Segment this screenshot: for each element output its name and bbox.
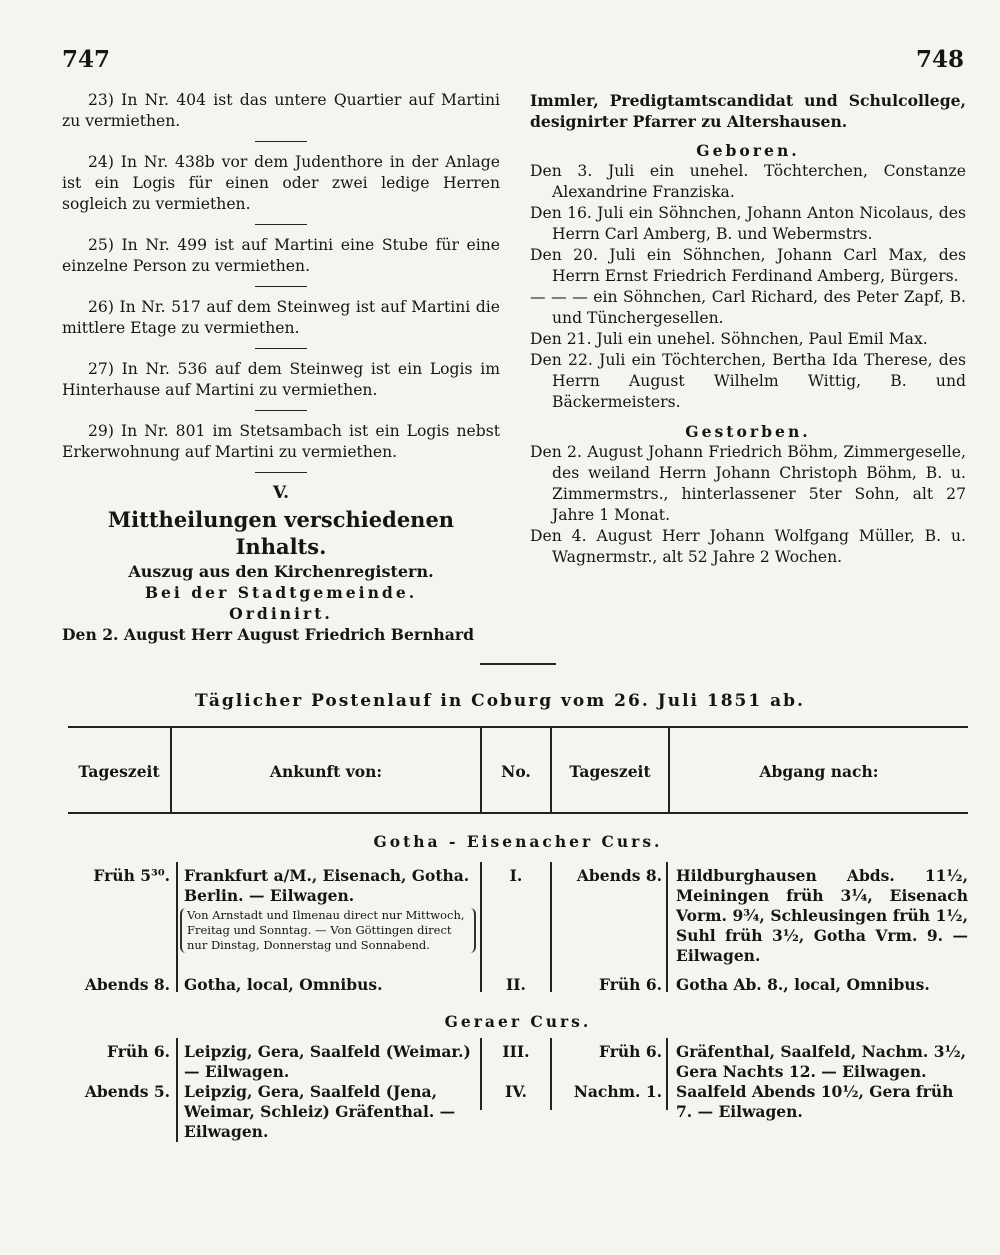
page-number-right: 748 [915,46,964,73]
row4-no: IV. [505,1082,527,1101]
divider [255,472,307,473]
born-heading: Geboren. [696,141,800,160]
row4-time-in: Abends 5. [84,1082,170,1101]
row2-arrival: Gotha, local, Omnibus. [184,975,383,994]
row2-no: II. [506,975,526,994]
row2-time-out: Früh 6. [598,975,662,994]
curs-heading-gotha: Gotha - Eisenacher Curs. [373,832,663,851]
row2-time-in: Abends 8. [84,975,170,994]
notice-29: 29) In Nr. 801 im Stetsambach ist ein Logis nebst Erkerwohnung auf Martini zu vermiethen. [62,422,500,461]
row1-departure: Hildburghausen Abds. 11½, Meiningen früh 3¼, Eisenach Vorm. 9¾, Schleusingen früh 1½, Suhl früh 3½, Gotha Vrm. 9. — Eilwagen. [676,866,968,965]
header-abgang: Abgang nach: [759,762,879,781]
died-entry: Den 2. August Johann Friedrich Böhm, Zimmergeselle, des weiland Herrn Johann Christoph Böhm, B. u. Zimmermstrs., hinterlassener 5ter Sohn, alt 27 Jahre 1 Monat. [530,443,966,524]
column-divider [666,1038,668,1110]
section-title: Mittheilungen verschiedenen Inhalts. [107,507,455,559]
notice-25: 25) In Nr. 499 ist auf Martini eine Stube für eine einzelne Person zu vermiethen. [62,236,500,275]
divider [255,348,307,349]
column-divider [176,1038,178,1142]
row3-time-in: Früh 6. [106,1042,170,1061]
born-entry: — — — ein Söhnchen, Carl Richard, des Peter Zapf, B. und Tünchergesellen. [530,288,966,327]
born-entry: Den 16. Juli ein Söhnchen, Johann Anton Nicolaus, des Herrn Carl Amberg, B. und Webermstrs. [530,204,966,243]
notice-27: 27) In Nr. 536 auf dem Steinweg ist ein Logis im Hinterhause auf Martini zu vermiethen. [62,360,500,399]
row1-note: Von Arnstadt und Ilmenau direct nur Mittwoch, Freitag und Sonntag. — Von Göttingen direct nur Dinstag, Donnerstag und Sonnabend. [180,908,476,953]
row3-arrival: Leipzig, Gera, Saalfeld (Weimar.) — Eilwagen. [184,1042,471,1081]
community-heading: Bei der Stadtgemeinde. [144,583,418,602]
row4-departure: Saalfeld Abends 10½, Gera früh 7. — Eilwagen. [676,1082,954,1121]
table-title: Täglicher Postenlauf in Coburg vom 26. Juli 1851 ab. [195,691,805,711]
post-timetable [68,726,968,1146]
divider [255,410,307,411]
notice-26: 26) In Nr. 517 auf dem Steinweg ist auf Martini die mittlere Etage zu vermiethen. [62,298,500,337]
row3-no: III. [502,1042,530,1061]
notice-23: 23) In Nr. 404 ist das untere Quartier auf Martini zu vermiethen. [62,91,500,130]
died-heading: Gestorben. [685,422,811,441]
row3-departure: Gräfenthal, Saalfeld, Nachm. 3½, Gera Nachts 12. — Eilwagen. [676,1042,967,1081]
header-tageszeit-out: Tageszeit [569,762,651,781]
row1-no: I. [509,866,523,885]
column-divider [176,862,178,992]
ordained-entry-end: Immler, Predigtamtscandidat und Schulcollege, designirter Pfarrer zu Altershausen. [530,91,966,131]
table-rule-top [68,726,968,728]
divider [255,224,307,225]
row1-time-in: Früh 5³⁰. [93,866,170,885]
row1-arrival: Frankfurt a/M., Eisenach, Gotha. Berlin. — Eilwagen. [184,866,470,905]
ordained-entry-start: Den 2. August Herr August Friedrich Bernhard [62,625,474,644]
curs-heading-gera: Geraer Curs. [444,1012,592,1031]
section-number: V. [272,483,290,503]
row1-time-out: Abends 8. [576,866,662,885]
divider [255,141,307,142]
born-entry: Den 21. Juli ein unehel. Söhnchen, Paul Emil Max. [530,330,928,348]
born-entry: Den 20. Juli ein Söhnchen, Johann Carl Max, des Herrn Ernst Friedrich Ferdinand Amberg, Bürgers. [530,246,966,285]
section-divider [480,663,556,665]
ordained-heading: Ordinirt. [229,604,333,623]
died-entry: Den 4. August Herr Johann Wolfgang Müller, B. u. Wagnermstr., alt 52 Jahre 2 Wochen. [530,527,966,566]
born-entry: Den 22. Juli ein Töchterchen, Bertha Ida Therese, des Herrn August Wilhelm Wittig, B. und Bäckermeisters. [530,351,966,411]
column-divider [666,862,668,992]
header-ankunft: Ankunft von: [269,762,383,781]
row2-departure: Gotha Ab. 8., local, Omnibus. [676,975,930,994]
row3-time-out: Früh 6. [598,1042,662,1061]
page-number-left: 747 [62,46,111,73]
header-tageszeit-in: Tageszeit [78,762,160,781]
notice-24: 24) In Nr. 438b vor dem Judenthore in der Anlage ist ein Logis für einen oder zwei ledige Herren sogleich zu vermiethen. [62,153,500,213]
right-column [530,90,966,568]
divider [255,286,307,287]
section-subtitle: Auszug aus den Kirchenregistern. [128,562,434,581]
table-rule-header [68,812,968,814]
row4-arrival: Leipzig, Gera, Saalfeld (Jena, Weimar, Schleiz) Gräfenthal. — Eilwagen. [184,1082,456,1141]
left-column [62,90,500,645]
row4-time-out: Nachm. 1. [573,1082,662,1101]
header-no: No. [501,762,531,781]
born-entry: Den 3. Juli ein unehel. Töchterchen, Constanze Alexandrine Franziska. [530,162,966,201]
